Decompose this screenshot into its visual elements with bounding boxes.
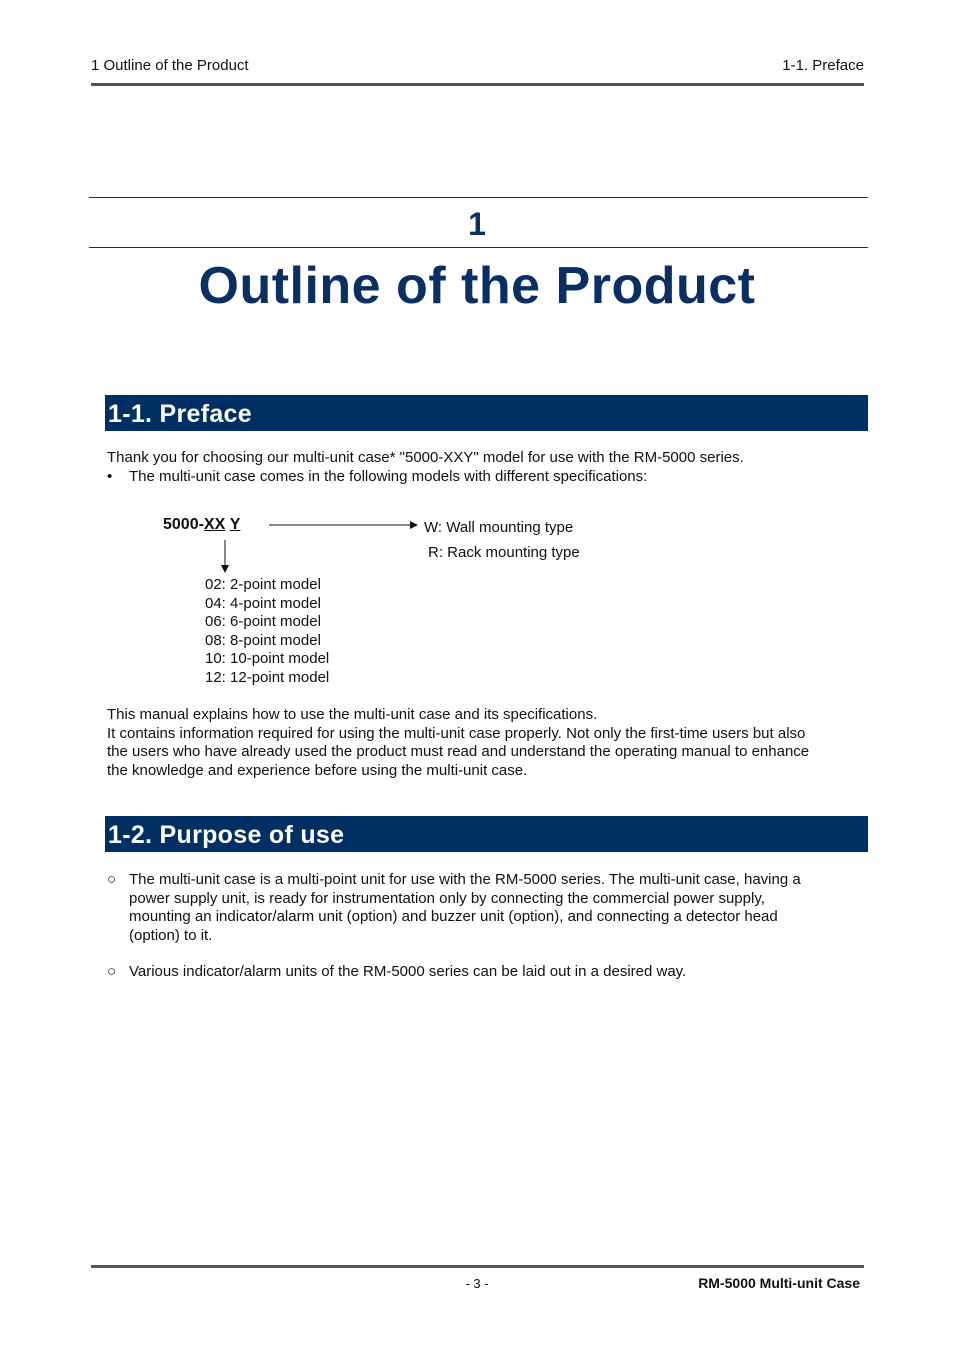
model-code-xx: XX bbox=[203, 516, 226, 533]
purpose-item bbox=[107, 871, 867, 947]
bullet-text: The multi-unit case comes in the following models with different specifications: bbox=[129, 468, 648, 485]
model-item: 10: 10-point model bbox=[205, 650, 330, 667]
circle-icon: ○ bbox=[107, 963, 117, 980]
footer-doc-title: RM-5000 Multi-unit Case bbox=[698, 1275, 860, 1291]
bullet-dot: • bbox=[107, 468, 113, 485]
purpose-line: (option) to it. bbox=[129, 926, 213, 944]
footer-rule bbox=[91, 1265, 864, 1268]
arrow-to-types bbox=[269, 521, 418, 529]
closing-line: the users who have already used the product must read and understand the operating manual to enhance bbox=[107, 743, 810, 760]
purpose-item-text bbox=[129, 963, 867, 982]
purpose-line: power supply unit, is ready for instrumentation only by connecting the commercial power supply, bbox=[129, 889, 765, 907]
circle-icon: ○ bbox=[107, 871, 117, 888]
closing-line: It contains information required for using the multi-unit case properly. Not only the first-time users but also bbox=[107, 724, 806, 742]
type-rack: R: Rack mounting type bbox=[428, 544, 580, 561]
purpose-line: mounting an indicator/alarm unit (option) and buzzer unit (option), and connecting a detector head bbox=[129, 908, 778, 925]
purpose-line: The multi-unit case is a multi-point unit for use with the RM-5000 series. The multi-unit case, having a bbox=[129, 871, 801, 888]
chapter-title: Outline of the Product bbox=[198, 257, 756, 315]
model-item: 06: 6-point model bbox=[205, 613, 321, 630]
chapter-number: 1 bbox=[468, 206, 486, 242]
purpose-item bbox=[107, 963, 867, 983]
closing-line: the knowledge and experience before using the multi-unit case. bbox=[107, 761, 528, 779]
model-code-y: Y bbox=[229, 516, 241, 533]
purpose-line: Various indicator/alarm units of the RM-5000 series can be laid out in a desired way. bbox=[129, 963, 687, 980]
type-wall: W: Wall mounting type bbox=[424, 519, 574, 536]
purpose-item-text bbox=[129, 871, 867, 945]
arrow-to-models bbox=[221, 540, 229, 573]
model-code-prefix: 5000- bbox=[163, 516, 204, 533]
model-list bbox=[205, 576, 329, 687]
running-header-right: 1-1. Preface bbox=[782, 57, 864, 74]
preface-intro: Thank you for choosing our multi-unit case* "5000-XXY" model for use with the RM-5000 series. bbox=[107, 449, 744, 466]
model-item: 08: 8-point model bbox=[205, 631, 321, 649]
model-item: 04: 4-point model bbox=[205, 594, 321, 612]
running-header-left: 1 Outline of the Product bbox=[91, 57, 249, 74]
section-heading-preface: 1-1. Preface bbox=[105, 395, 868, 431]
page-number: - 3 - bbox=[465, 1276, 489, 1291]
model-item: 02: 2-point model bbox=[205, 576, 321, 593]
section-heading-purpose: 1-2. Purpose of use bbox=[105, 816, 868, 852]
closing-line: This manual explains how to use the multi-unit case and its specifications. bbox=[107, 706, 598, 723]
preface-closing bbox=[107, 706, 877, 780]
model-item: 12: 12-point model bbox=[205, 668, 330, 686]
